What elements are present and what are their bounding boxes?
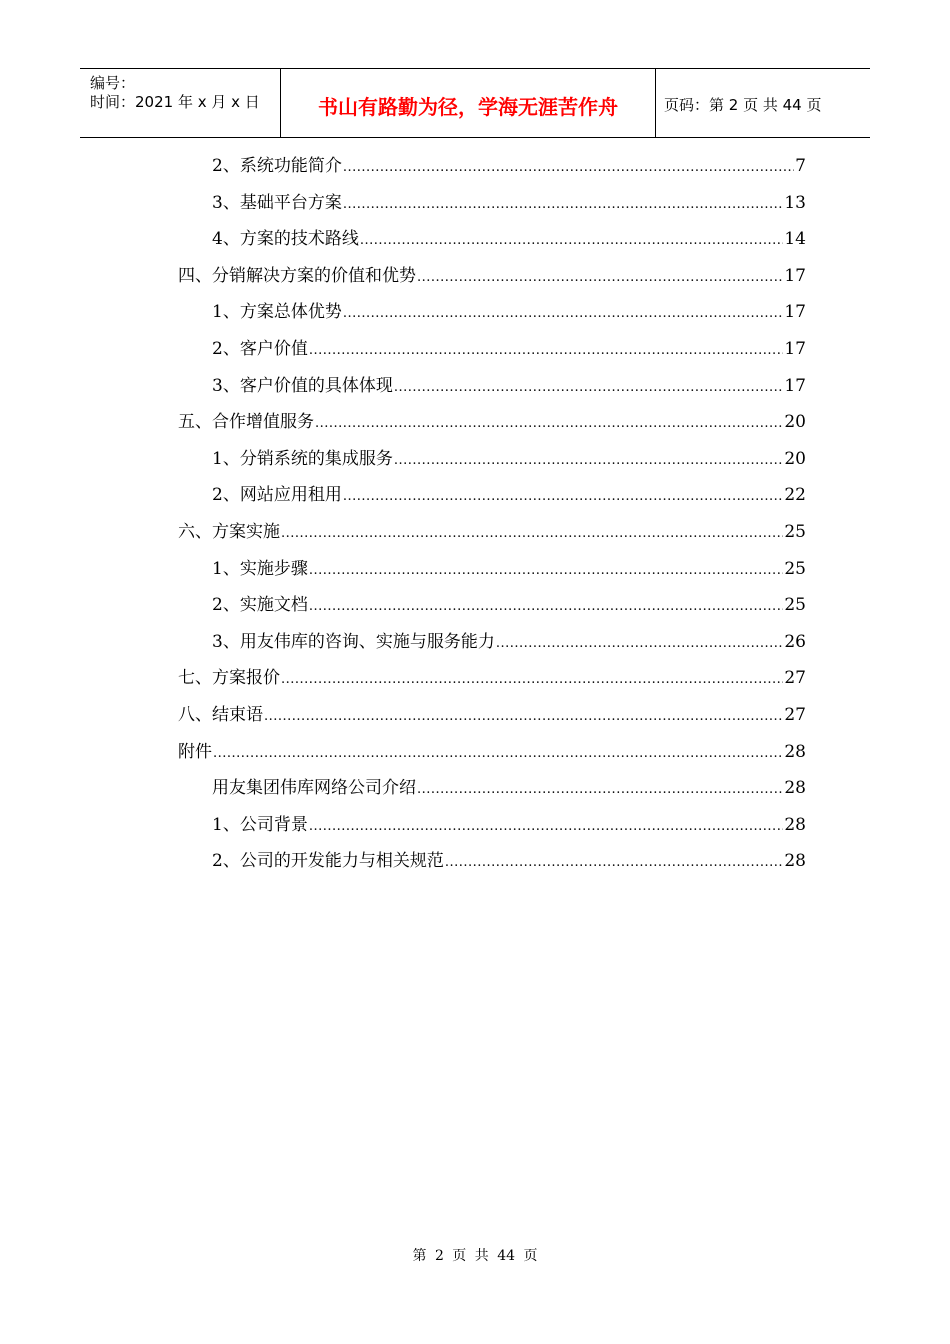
toc-entry-title: 六、方案实施 — [178, 522, 280, 542]
toc-leader-dots — [309, 558, 784, 584]
toc-entry[interactable] — [178, 263, 806, 289]
toc-entry[interactable] — [212, 556, 806, 582]
toc-entry-page-number: 14 — [784, 229, 806, 249]
toc-entry-title: 1、实施步骤 — [212, 559, 308, 579]
toc-leader-dots — [417, 777, 783, 803]
toc-entry[interactable] — [212, 190, 806, 216]
toc-leader-dots — [213, 741, 783, 767]
toc-entry[interactable] — [178, 702, 806, 728]
header-motto: 书山有路勤为径，学海无涯苦作舟 — [318, 95, 618, 119]
toc-entry-page-number: 20 — [784, 412, 806, 432]
toc-leader-dots — [281, 667, 783, 693]
toc-entry-title: 五、合作增值服务 — [178, 412, 314, 432]
toc-entry[interactable] — [212, 226, 806, 252]
toc-entry-title: 2、网站应用租用 — [212, 485, 342, 505]
toc-entry-page-number: 13 — [784, 193, 806, 213]
document-date-label: 时间：2021 年 x 月 x 日 — [90, 93, 260, 111]
toc-leader-dots — [445, 850, 784, 876]
toc-leader-dots — [343, 301, 784, 327]
toc-entry[interactable] — [212, 592, 806, 618]
toc-leader-dots — [496, 631, 784, 657]
toc-entry-page-number: 22 — [784, 485, 806, 505]
toc-entry-title: 3、用友伟库的咨询、实施与服务能力 — [212, 632, 495, 652]
toc-entry-page-number: 28 — [784, 851, 806, 871]
toc-leader-dots — [309, 814, 784, 840]
toc-entry[interactable] — [212, 482, 806, 508]
toc-leader-dots — [309, 594, 784, 620]
toc-entry-page-number: 28 — [784, 778, 806, 798]
toc-entry-title: 八、结束语 — [178, 705, 263, 725]
toc-entry-page-number: 25 — [784, 522, 806, 542]
toc-entry[interactable] — [178, 665, 806, 691]
toc-entry-title: 3、客户价值的具体体现 — [212, 376, 393, 396]
toc-entry[interactable] — [178, 519, 806, 545]
toc-entry-page-number: 28 — [784, 815, 806, 835]
toc-leader-dots — [417, 265, 783, 291]
toc-entry-page-number: 27 — [784, 705, 806, 725]
page-footer: 第 2 页 共 44 页 — [412, 1248, 538, 1264]
toc-entry-page-number: 7 — [795, 156, 806, 176]
toc-entry-page-number: 25 — [784, 595, 806, 615]
toc-entry[interactable] — [212, 299, 806, 325]
toc-entry[interactable] — [178, 409, 806, 435]
toc-entry[interactable] — [212, 629, 806, 655]
toc-entry-title: 3、基础平台方案 — [212, 193, 342, 213]
toc-entry-title: 用友集团伟库网络公司介绍 — [212, 778, 416, 798]
toc-entry[interactable] — [212, 336, 806, 362]
toc-entry-page-number: 26 — [784, 632, 806, 652]
toc-leader-dots — [264, 704, 783, 730]
toc-leader-dots — [281, 521, 783, 547]
toc-leader-dots — [309, 338, 784, 364]
toc-leader-dots — [343, 192, 784, 218]
toc-entry-page-number: 25 — [784, 559, 806, 579]
toc-entry-title: 四、分销解决方案的价值和优势 — [178, 266, 416, 286]
toc-leader-dots — [394, 375, 784, 401]
toc-entry[interactable] — [212, 373, 806, 399]
header-page-cell — [655, 69, 870, 137]
toc-entry[interactable] — [212, 848, 806, 874]
toc-leader-dots — [343, 484, 784, 510]
header-motto-cell — [280, 69, 656, 137]
toc-entry-page-number: 27 — [784, 668, 806, 688]
toc-entry[interactable] — [212, 812, 806, 838]
toc-entry-title: 2、系统功能简介 — [212, 156, 342, 176]
toc-entry-title: 1、方案总体优势 — [212, 302, 342, 322]
toc-entry[interactable] — [212, 446, 806, 472]
page-header — [80, 68, 870, 138]
header-page-info: 页码：第 2 页 共 44 页 — [664, 96, 822, 114]
toc-entry-page-number: 20 — [784, 449, 806, 469]
toc-entry-title: 2、实施文档 — [212, 595, 308, 615]
toc-entry-title: 1、分销系统的集成服务 — [212, 449, 393, 469]
toc-leader-dots — [315, 411, 783, 437]
toc-entry-title: 附件 — [178, 742, 212, 762]
header-meta-cell — [80, 69, 280, 137]
toc-entry-title: 2、公司的开发能力与相关规范 — [212, 851, 444, 871]
toc-entry-title: 4、方案的技术路线 — [212, 229, 359, 249]
toc-entry-page-number: 17 — [784, 376, 806, 396]
toc-entry[interactable] — [212, 153, 806, 179]
toc-leader-dots — [360, 228, 784, 254]
toc-entry-page-number: 28 — [784, 742, 806, 762]
toc-entry-page-number: 17 — [784, 266, 806, 286]
toc-entry-page-number: 17 — [784, 339, 806, 359]
toc-entry-page-number: 17 — [784, 302, 806, 322]
toc-entry-title: 1、公司背景 — [212, 815, 308, 835]
document-number-label: 编号： — [90, 74, 136, 92]
toc-leader-dots — [394, 448, 784, 474]
toc-leader-dots — [343, 155, 794, 181]
toc-entry[interactable] — [212, 775, 806, 801]
toc-entry-title: 七、方案报价 — [178, 668, 280, 688]
toc-entry-title: 2、客户价值 — [212, 339, 308, 359]
toc-entry[interactable] — [178, 739, 806, 765]
